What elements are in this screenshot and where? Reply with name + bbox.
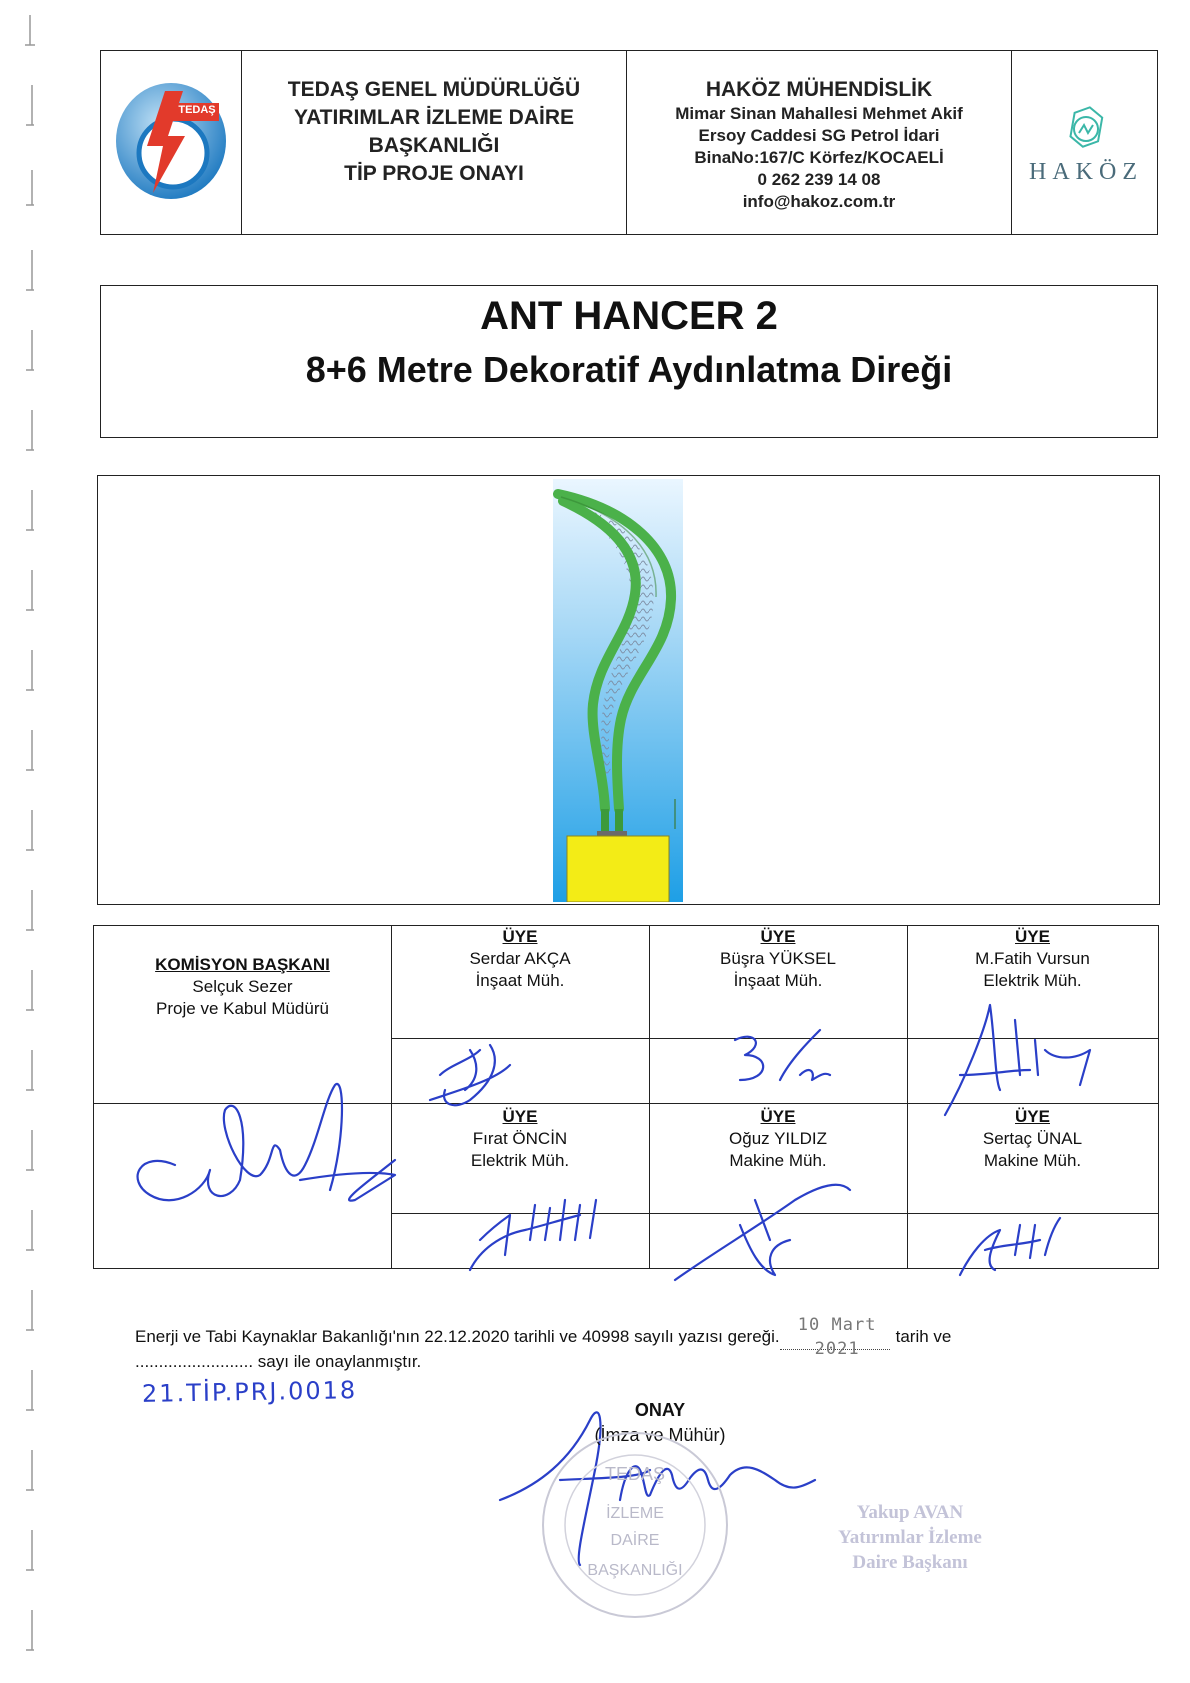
signatory-name: Yakup AVAN [856, 1502, 964, 1523]
approval-text-1: Enerji ve Tabi Kaynaklar Bakanlığı'nın 22.12.2020 tarihli ve 40998 sayılı yazısı gereği. [135, 1327, 780, 1346]
company-address-line: Ersoy Caddesi SG Petrol İdari [698, 126, 940, 145]
company-address-line: Mimar Sinan Mahallesi Mehmet Akif [675, 104, 963, 123]
approval-text-3: ......................... sayı ile onaylanmıştır. [135, 1352, 422, 1371]
signature-serdar [430, 1045, 510, 1105]
approval-date-field [780, 1315, 890, 1359]
signature-chair [138, 1084, 395, 1201]
tedas-title-line: TİP PROJE ONAYI [344, 162, 524, 185]
approval-statement [135, 1315, 1135, 1374]
tedas-title-line: YATIRIMLAR İZLEME DAİRE [293, 106, 574, 129]
member-name: M.Fatih Vursun [975, 949, 1090, 968]
member-role: ÜYE [1015, 927, 1050, 946]
product-subtitle: 8+6 Metre Dekoratif Aydınlatma Direği [305, 349, 953, 390]
member-name: Fırat ÖNCİN [472, 1129, 568, 1148]
onay-subtitle: (İmza ve Mühür) [594, 1425, 726, 1445]
member-title: Elektrik Müh. [983, 971, 1082, 990]
product-title: ANT HANCER 2 [480, 294, 778, 338]
onay-label: ONAY [634, 1400, 686, 1420]
date-stamp: 10 Mart 2021 [797, 1315, 877, 1359]
member-role: ÜYE [502, 1107, 538, 1126]
official-stamp [530, 1420, 740, 1630]
company-phone: 0 262 239 14 08 [757, 170, 881, 189]
signatory-title: Yatırımlar İzleme [838, 1527, 982, 1548]
chair-name: Selçuk Sezer [192, 977, 293, 996]
logo-text: TEDAŞ [178, 104, 216, 116]
hakoz-logo-text: HAKÖZ [1029, 159, 1143, 185]
member-title: İnşaat Müh. [475, 971, 565, 990]
member-role: ÜYE [760, 927, 796, 946]
signature-busra [735, 1030, 830, 1080]
stamp-line: DAİRE [610, 1532, 660, 1549]
handwritten-number: 21.TİP.PRJ.0018 [141, 1376, 358, 1408]
chair-title: Proje ve Kabul Müdürü [156, 999, 329, 1018]
signatory-title: Daire Başkanı [852, 1552, 968, 1573]
company-address-line: BinaNo:167/C Körfez/KOCAELİ [694, 148, 944, 167]
tedas-title-line: TEDAŞ GENEL MÜDÜRLÜĞÜ [287, 78, 581, 101]
member-role: ÜYE [760, 1107, 796, 1126]
member-name: Oğuz YILDIZ [729, 1129, 827, 1148]
member-name: Serdar AKÇA [469, 949, 571, 968]
signature-oguz [675, 1185, 850, 1280]
company-email: info@hakoz.com.tr [742, 192, 896, 211]
stamp-line: BAŞKANLIĞI [587, 1562, 683, 1579]
signatory-block [820, 1500, 1000, 1575]
member-name: Büşra YÜKSEL [720, 949, 836, 968]
stamp-line: İZLEME [606, 1505, 664, 1522]
member-name: Sertaç ÜNAL [982, 1129, 1083, 1148]
company-name: HAKÖZ MÜHENDİSLİK [705, 78, 933, 101]
chair-role: KOMİSYON BAŞKANI [155, 955, 330, 974]
member-title: İnşaat Müh. [733, 971, 823, 990]
member-role: ÜYE [502, 927, 538, 946]
approval-text-2: tarih ve [895, 1327, 952, 1346]
member-title: Makine Müh. [983, 1151, 1082, 1170]
signature-fatih [945, 1005, 1090, 1115]
signature-sertac [960, 1218, 1060, 1275]
tedas-title-line: BAŞKANLIĞI [368, 134, 500, 157]
signature-firat [470, 1200, 596, 1270]
stamp-line: TEDAŞ [604, 1464, 666, 1484]
member-title: Makine Müh. [729, 1151, 827, 1170]
member-role: ÜYE [1015, 1107, 1050, 1126]
member-title: Elektrik Müh. [470, 1151, 570, 1170]
